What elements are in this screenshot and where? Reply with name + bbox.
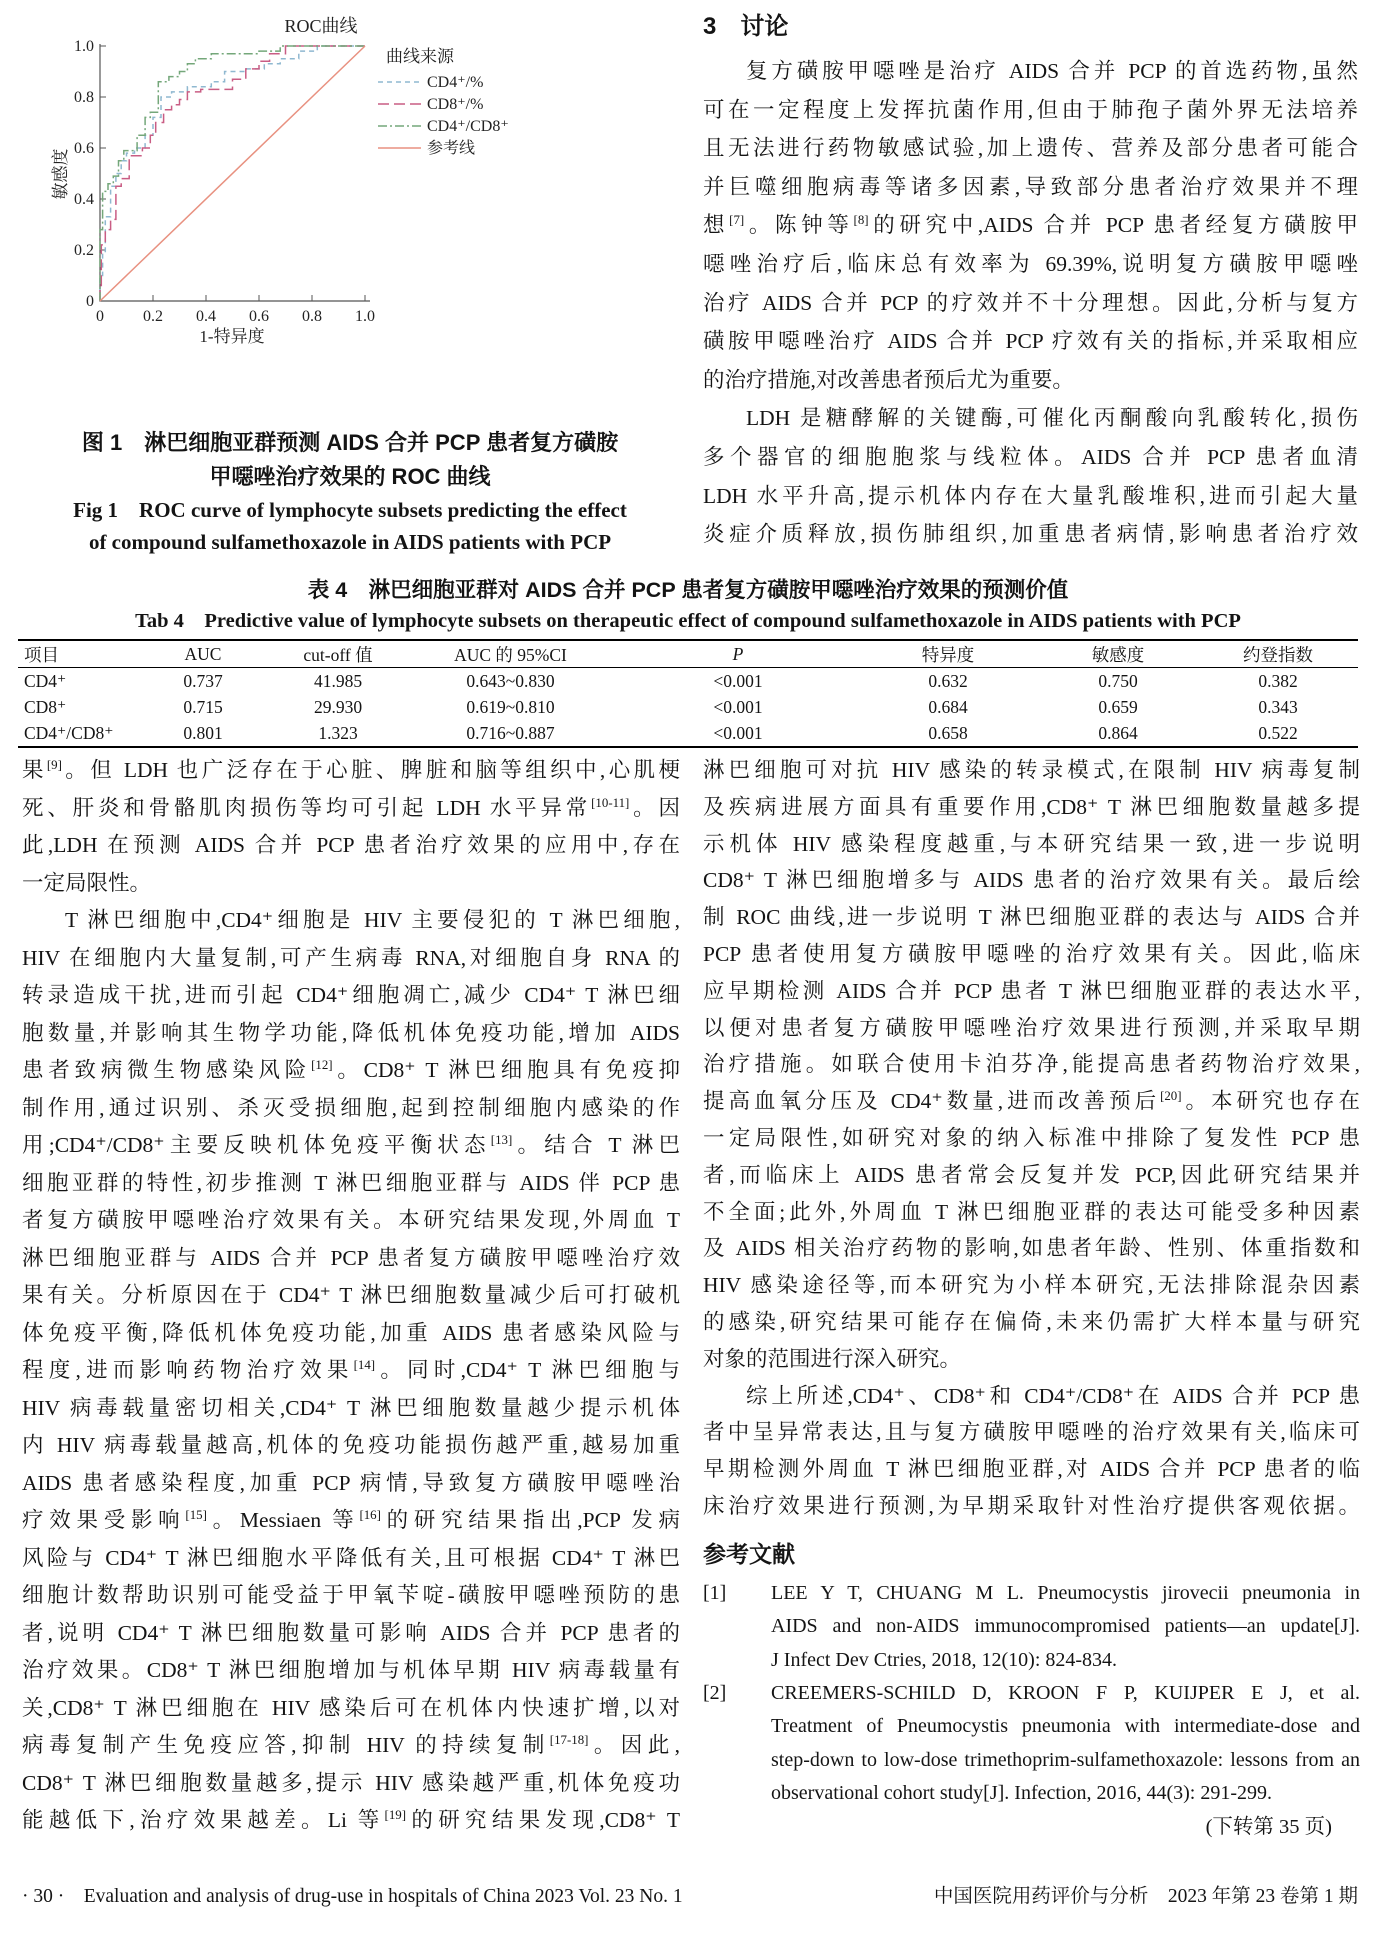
- x-tick-label: 0.4: [196, 308, 216, 325]
- text-line: 关,CD8⁺ T 淋巴细胞在 HIV 感染后可在机体内快速扩增,以对: [22, 1695, 680, 1720]
- table-cell: 0.864: [1098, 722, 1138, 743]
- discussion-section: [703, 12, 1358, 554]
- text-line: 者,说明 CD4⁺ T 淋巴细胞数量可影响 AIDS 合并 PCP 患者的: [22, 1620, 680, 1645]
- text-line: 果有关。分析原因在于 CD4⁺ T 淋巴细胞数量减少后可打破机: [22, 1283, 680, 1307]
- text-line: T 淋巴细胞中,CD4⁺细胞是 HIV 主要侵犯的 T 淋巴细胞,: [65, 908, 680, 932]
- x-tick-label: 1.0: [355, 308, 375, 325]
- x-tick-label: 0.8: [302, 308, 322, 325]
- table-caption-cn: 表 4 淋巴细胞亚群对 AIDS 合并 PCP 患者复方磺胺甲噁唑治疗效果的预测价值: [307, 578, 1069, 602]
- text-line: 者复方磺胺甲噁唑治疗效果有关。本研究结果发现,外周血 T: [22, 1208, 680, 1232]
- table-cell: 41.985: [313, 670, 363, 691]
- text-line: 用;CD4⁺/CD8⁺主要反映机体免疫平衡状态[13]。结合 T 淋巴: [22, 1132, 680, 1157]
- table-cell: 0.737: [183, 670, 223, 691]
- figure-caption-en-line2: of compound sulfamethoxazole in AIDS patients with PCP: [88, 530, 612, 554]
- legend-label: CD4⁺/%: [427, 74, 484, 91]
- table-row: [18, 668, 1358, 695]
- text-line: 提高血氧分压及 CD4⁺数量,进而改善预后[20]。本研究也存在: [703, 1089, 1360, 1114]
- text-line: 的感染,研究结果可能存在偏倚,未来仍需扩大样本量与研究: [703, 1309, 1360, 1334]
- text-line: 噁唑治疗后,临床总有效率为 69.39%,说明复方磺胺甲噁唑: [703, 251, 1358, 276]
- x-tick-label: 0: [96, 308, 104, 325]
- text-line: 转录造成干扰,进而引起 CD4⁺细胞凋亡,减少 CD4⁺ T 淋巴细: [22, 983, 680, 1007]
- table-cell: CD8⁺: [24, 696, 67, 717]
- text-line: 不全面;此外,外周血 T 淋巴细胞亚群的表达可能受多种因素: [703, 1199, 1360, 1224]
- reference-line: J Infect Dev Ctries, 2018, 12(10): 824-834.: [771, 1648, 1118, 1671]
- table-header-cell: 特异度: [921, 644, 975, 665]
- text-line: 制作用,通过识别、杀灭受损细胞,起到控制细胞内感染的作: [22, 1095, 680, 1120]
- text-line: 一定局限性,如研究对象的纳入标准中排除了复发性 PCP 患: [703, 1125, 1360, 1150]
- figure-caption-en-line1: Fig 1 ROC curve of lymphocyte subsets predicting the effect: [73, 498, 627, 522]
- table-header-cell: 约登指数: [1243, 644, 1313, 665]
- footer-right: 中国医院用药评价与分析 2023 年第 23 卷第 1 期: [933, 1886, 1358, 1907]
- text-line: 治疗 AIDS 合并 PCP 的疗效并不十分理想。因此,分析与复方: [703, 290, 1358, 315]
- table-cell: 0.715: [183, 696, 223, 717]
- references-list: [703, 1577, 1360, 1811]
- y-axis-label: 敏感度: [51, 148, 70, 200]
- reference-line: [1] LEE Y T, CHUANG M L. Pneumocystis jirovecii pneumonia in: [703, 1577, 1360, 1610]
- table-header-cell: cut-off 值: [303, 644, 373, 665]
- y-tick-label: 0.4: [74, 191, 94, 208]
- reference-line: Treatment of Pneumocystis pneumonia with intermediate-dose and: [771, 1715, 1360, 1738]
- table-caption-en: Tab 4 Predictive value of lymphocyte subsets on therapeutic effect of compound sulfamethoxazole in AIDS patients with PCP: [135, 610, 1241, 632]
- table-cell: 0.801: [183, 722, 223, 743]
- table-cell: 0.658: [928, 722, 968, 743]
- reference-line: AIDS and non-AIDS immunocompromised patients—an update[J].: [771, 1615, 1360, 1638]
- text-line: 对象的范围进行深入研究。: [703, 1346, 962, 1371]
- text-line: 程度,进而影响药物治疗效果[14]。同时,CD4⁺ T 淋巴细胞与: [22, 1357, 680, 1382]
- roc-curve-参考线: [100, 46, 365, 301]
- table-row: [18, 720, 1358, 747]
- footer-left: · 30 · Evaluation and analysis of drug-use in hospitals of China 2023 Vol. 23 No. 1: [22, 1886, 683, 1907]
- text-line: 能越低下,治疗效果越差。Li 等[19]的研究结果发现,CD8⁺ T: [22, 1807, 680, 1832]
- table-header-row: [18, 640, 1358, 668]
- right-column-text: [703, 752, 1360, 1844]
- text-line: 示机体 HIV 感染程度越重,与本研究结果一致,进一步说明: [703, 831, 1360, 856]
- text-line: 想[7]。陈钟等[8]的研究中,AIDS 合并 PCP 患者经复方磺胺甲: [703, 213, 1358, 238]
- text-line: 病毒复制产生免疫应答,抑制 HIV 的持续复制[17-18]。因此,: [22, 1732, 680, 1757]
- section-heading: 3 讨论: [703, 13, 789, 40]
- table-cell: 29.930: [313, 696, 363, 717]
- table-header-cell: AUC: [184, 643, 222, 664]
- text-line: 者,而临床上 AIDS 患者常会反复并发 PCP,因此研究结果并: [703, 1162, 1360, 1187]
- reference-line: [2] CREEMERS-SCHILD D, KROON F P, KUIJPER E J, et al.: [703, 1677, 1360, 1710]
- table-cell: 0.716~0.887: [466, 722, 555, 743]
- figure-caption-cn-line1: 图 1 淋巴细胞亚群预测 AIDS 合并 PCP 患者复方磺胺: [81, 430, 619, 455]
- text-line: 治疗措施。如联合使用卡泊芬净,能提高患者药物治疗效果,: [703, 1052, 1360, 1077]
- table-cell: 1.323: [318, 722, 358, 743]
- table-cell: 0.343: [1258, 696, 1298, 717]
- text-line: CD8⁺ T 淋巴细胞增多与 AIDS 患者的治疗效果有关。最后绘: [703, 868, 1360, 893]
- plot-area: [74, 38, 375, 325]
- legend-title: 曲线来源: [386, 47, 454, 66]
- left-column-lines: [22, 752, 680, 1840]
- left-column-text: [22, 752, 680, 1840]
- table-cell: 0.684: [928, 696, 968, 717]
- text-line: AIDS 患者感染程度,加重 PCP 病情,导致复方磺胺甲噁唑治: [22, 1470, 680, 1495]
- reference-line: step-down to low-dose trimethoprim-sulfamethoxazole: lessons from an: [771, 1748, 1360, 1771]
- table-cell: 0.619~0.810: [466, 696, 555, 717]
- text-line: 者中呈异常表达,且与复方磺胺甲噁唑的治疗效果有关,临床可: [703, 1420, 1360, 1445]
- text-line: 床治疗效果进行预测,为早期采取针对性治疗提供客观依据。: [703, 1493, 1360, 1518]
- text-line: 患者致病微生物感染风险[12]。CD8⁺ T 淋巴细胞具有免疫抑: [22, 1057, 680, 1082]
- table-cell: <0.001: [713, 696, 763, 717]
- roc-figure: [50, 6, 585, 358]
- text-line: 且无法进行药物敏感试验,加上遗传、营养及部分患者可能合: [703, 136, 1358, 161]
- text-line: 可在一定程度上发挥抗菌作用,但由于肺孢子菌外界无法培养: [703, 97, 1358, 122]
- text-line: 此,LDH 在预测 AIDS 合并 PCP 患者治疗效果的应用中,存在: [22, 833, 680, 857]
- table-cell: 0.522: [1258, 722, 1298, 743]
- text-line: 多个器官的细胞胞浆与线粒体。AIDS 合并 PCP 患者血清: [703, 444, 1358, 469]
- text-line: 早期检测外周血 T 淋巴细胞亚群,对 AIDS 合并 PCP 患者的临: [703, 1457, 1360, 1482]
- table-cell: 0.659: [1098, 696, 1138, 717]
- text-line: 细胞计数帮助识别可能受益于甲氧苄啶-磺胺甲噁唑预防的患: [22, 1583, 680, 1607]
- table-header-cell: 项目: [24, 644, 59, 665]
- text-line: 内 HIV 病毒载量越高,机体的免疫功能损伤越严重,越易加重: [22, 1433, 680, 1457]
- text-line: 果[9]。但 LDH 也广泛存在于心脏、脾脏和脑等组织中,心肌梗: [22, 757, 680, 782]
- table-cell: 0.382: [1258, 670, 1298, 691]
- text-line: 综上所述,CD4⁺、CD8⁺和 CD4⁺/CD8⁺在 AIDS 合并 PCP 患: [746, 1383, 1360, 1408]
- table-cell: <0.001: [713, 722, 763, 743]
- x-axis-label: 1-特异度: [199, 327, 265, 346]
- table-cell: <0.001: [713, 670, 763, 691]
- text-line: 淋巴细胞可对抗 HIV 感染的转录模式,在限制 HIV 病毒复制: [703, 758, 1360, 782]
- discussion-lines: [703, 52, 1358, 554]
- text-line: LDH 是糖酵解的关键酶,可催化丙酮酸向乳酸转化,损伤: [746, 406, 1358, 431]
- table-block: [18, 574, 1358, 748]
- table-header-cell: 敏感度: [1091, 644, 1145, 665]
- x-tick-label: 0.6: [249, 308, 269, 325]
- text-line: 及 AIDS 相关治疗药物的影响,如患者年龄、性别、体重指数和: [703, 1236, 1360, 1261]
- text-line: 细胞亚群的特性,初步推测 T 淋巴细胞亚群与 AIDS 伴 PCP 患: [22, 1170, 680, 1195]
- text-line: 治疗效果。CD8⁺ T 淋巴细胞增加与机体早期 HIV 病毒载量有: [22, 1658, 680, 1682]
- text-line: LDH 水平升高,提示机体内存在大量乳酸堆积,进而引起大量: [703, 483, 1358, 508]
- references-heading: 参考文献: [703, 1540, 795, 1567]
- reference-number: [2]: [703, 1681, 727, 1704]
- table-header-cell: P: [732, 643, 744, 664]
- figure-caption-cn-line2: 甲噁唑治疗效果的 ROC 曲线: [209, 464, 491, 489]
- text-line: 复方磺胺甲噁唑是治疗 AIDS 合并 PCP 的首选药物,虽然: [746, 59, 1358, 83]
- table-cell: 0.750: [1098, 670, 1138, 691]
- text-line: 应早期检测 AIDS 合并 PCP 患者 T 淋巴细胞亚群的表达水平,: [703, 978, 1360, 1003]
- continuation-note: (下转第 35 页): [1205, 1816, 1332, 1839]
- text-line: 死、肝炎和骨骼肌肉损伤等均可引起 LDH 水平异常[10-11]。因: [22, 795, 680, 820]
- y-tick-label: 0: [86, 293, 94, 310]
- text-line: 及疾病进展方面具有重要作用,CD8⁺ T 淋巴细胞数量越多提: [703, 794, 1360, 819]
- y-tick-label: 1.0: [74, 38, 94, 55]
- text-line: PCP 患者使用复方磺胺甲噁唑的治疗效果有关。因此,临床: [703, 941, 1360, 966]
- reference-line: observational cohort study[J]. Infection, 2016, 44(3): 291-299.: [771, 1782, 1273, 1805]
- chart-legend: [378, 47, 509, 157]
- text-line: CD8⁺ T 淋巴细胞数量越多,提示 HIV 感染越严重,机体免疫功: [22, 1770, 680, 1795]
- x-tick-label: 0.2: [143, 308, 163, 325]
- text-line: 的治疗措施,对改善患者预后尤为重要。: [703, 367, 1074, 392]
- table-header-cell: AUC 的 95%CI: [454, 644, 567, 665]
- reference-number: [1]: [703, 1581, 727, 1604]
- table-cell: 0.643~0.830: [466, 670, 555, 691]
- right-column-lines: [703, 752, 1360, 1525]
- text-line: 疗效果受影响[15]。Messiaen 等[16]的研究结果指出,PCP 发病: [22, 1507, 680, 1532]
- text-line: 制 ROC 曲线,进一步说明 T 淋巴细胞亚群的表达与 AIDS 合并: [703, 905, 1360, 930]
- legend-label: 参考线: [427, 140, 476, 157]
- y-tick-label: 0.8: [74, 89, 94, 106]
- text-line: HIV 病毒载量密切相关,CD4⁺ T 淋巴细胞数量越少提示机体: [22, 1395, 680, 1420]
- table-row: [18, 694, 1358, 720]
- text-line: 淋巴细胞亚群与 AIDS 合并 PCP 患者复方磺胺甲噁唑治疗效: [22, 1245, 680, 1270]
- text-line: HIV 感染途径等,而本研究为小样本研究,无法排除混杂因素: [703, 1273, 1360, 1298]
- text-line: 胞数量,并影响其生物学功能,降低机体免疫功能,增加 AIDS: [22, 1020, 680, 1045]
- y-tick-label: 0.6: [74, 140, 94, 157]
- text-line: 以便对患者复方磺胺甲噁唑治疗效果进行预测,并采取早期: [703, 1015, 1360, 1040]
- legend-label: CD4⁺/CD8⁺: [427, 118, 509, 135]
- chart-title: ROC曲线: [284, 16, 358, 36]
- text-line: HIV 在细胞内大量复制,可产生病毒 RNA,对细胞自身 RNA 的: [22, 945, 680, 970]
- figure-caption-block: [20, 426, 680, 558]
- legend-label: CD8⁺/%: [427, 96, 484, 113]
- results-table: [18, 639, 1358, 748]
- text-line: 炎症介质释放,损伤肺组织,加重患者病情,影响患者治疗效: [703, 522, 1358, 547]
- table-cell: CD4⁺/CD8⁺: [24, 722, 114, 743]
- table-cell: 0.632: [928, 670, 968, 691]
- page-footer: [22, 1884, 1358, 1910]
- text-line: 一定局限性。: [22, 870, 152, 895]
- text-line: 风险与 CD4⁺ T 淋巴细胞水平降低有关,且可根据 CD4⁺ T 淋巴: [22, 1545, 680, 1570]
- text-line: 磺胺甲噁唑治疗 AIDS 合并 PCP 疗效有关的指标,并采取相应: [703, 329, 1358, 354]
- y-tick-label: 0.2: [74, 242, 94, 259]
- roc-chart: [50, 6, 585, 358]
- table-cell: CD4⁺: [24, 670, 67, 691]
- text-line: 并巨噬细胞病毒等诸多因素,导致部分患者治疗效果并不理: [703, 174, 1358, 199]
- text-line: 体免疫平衡,降低机体免疫功能,加重 AIDS 患者感染风险与: [22, 1320, 680, 1345]
